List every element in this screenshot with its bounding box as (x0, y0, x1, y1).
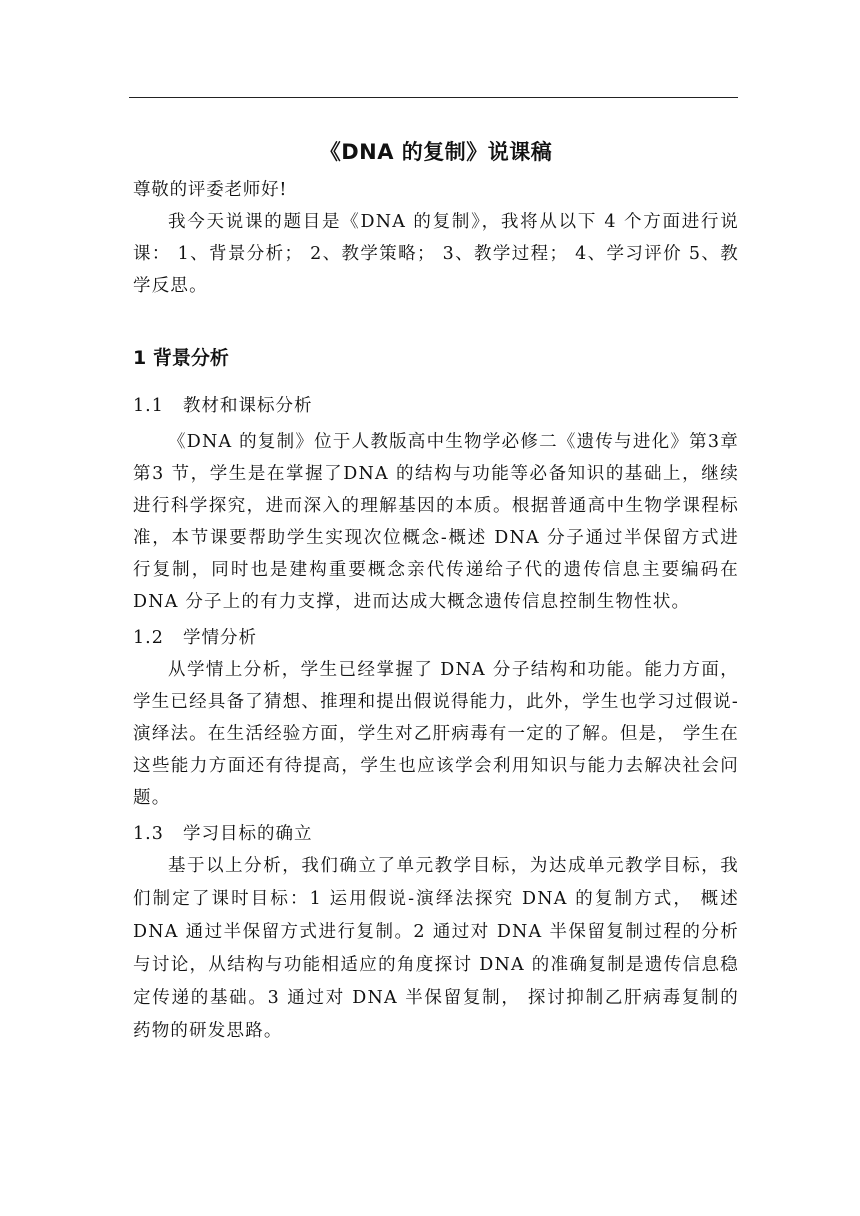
greeting: 尊敬的评委老师好! (133, 180, 288, 200)
paragraph-learner-analysis: 从学情上分析，学生已经掌握了 DNA 分子结构和功能。能力方面，学生已经具备了猜想、推理和提出假说得能力，此外，学生也学习过假说-演绎法。在生活经验方面，学生对乙肝病毒有一定的了解。但是， 学生在这些能力方面还有待提高，学生也应该学会利用知识与能力去解决社会问题。 (133, 660, 739, 808)
subsection-title: 学情分析 (183, 628, 257, 648)
document-body (133, 130, 739, 1048)
subsection-title: 学习目标的确立 (183, 824, 313, 844)
subsection-title: 教材和课标分析 (183, 396, 313, 416)
spacer (133, 302, 739, 342)
spacer (133, 374, 739, 390)
paragraph-learning-objectives: 基于以上分析，我们确立了单元教学目标，为达成单元教学目标，我们制定了课时目标：1 运用假说-演绎法探究 DNA 的复制方式， 概述 DNA 通过半保留方式进行复制。2 通过对 DNA 半保留复制过程的分析与讨论，从结构与功能相适应的角度探讨 DNA 的准确复制是遗传信息稳定传递的基础。3 通过对 DNA 半保留复制， 探讨抑制乙肝病毒复制的药物的研发思路。 (133, 856, 739, 1041)
subsection-heading-learner (133, 622, 739, 654)
paragraph-textbook-analysis: 《DNA 的复制》位于人教版高中生物学必修二《遗传与进化》第3章第3 节，学生是在掌握了DNA 的结构与功能等必备知识的基础上，继续进行科学探究，进而深入的理解基因的本质。根据普通高中生物学课程标准，本节课要帮助学生实现次位概念-概述 DNA 分子通过半保留方式进行复制，同时也是建构重要概念亲代传递给子代的遗传信息主要编码在 DNA 分子上的有力支撑，进而达成大概念遗传信息控制生物性状。 (133, 432, 739, 612)
subsection-number: 1.1 (133, 396, 164, 416)
document-title: 《DNA 的复制》说课稿 (319, 140, 553, 164)
subsection-heading-textbook (133, 390, 739, 422)
intro-paragraph: 我今天说课的题目是《DNA 的复制》，我将从以下 4 个方面进行说课： 1、背景分析； 2、教学策略； 3、教学过程； 4、学习评价 5、教学反思。 (133, 212, 739, 296)
subsection-heading-objectives (133, 818, 739, 850)
subsection-number: 1.2 (133, 628, 164, 648)
section-heading-background: 1 背景分析 (133, 347, 229, 369)
subsection-number: 1.3 (133, 824, 164, 844)
header-rule (129, 97, 738, 98)
